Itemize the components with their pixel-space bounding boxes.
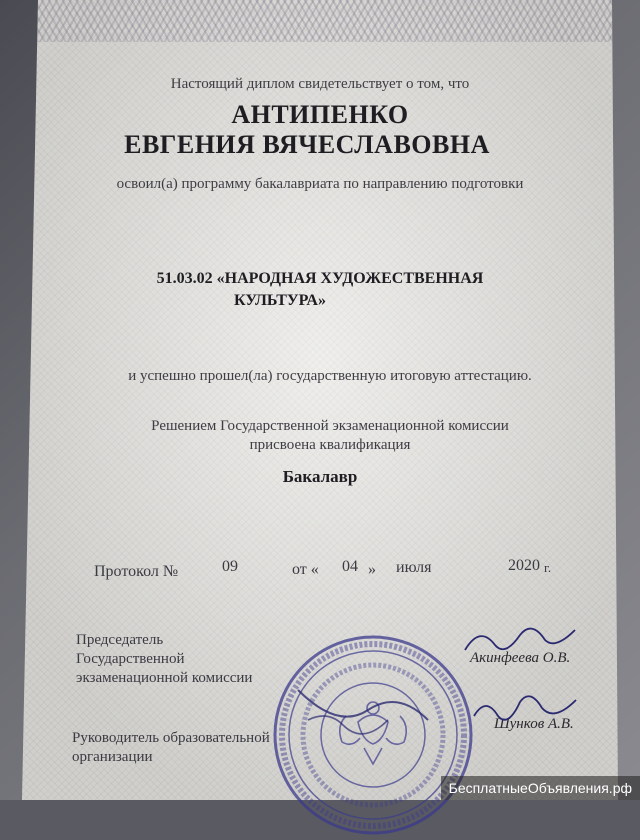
head-signature [470, 690, 580, 726]
protocol-label: Протокол № [94, 563, 179, 580]
intro-text: Настоящий диплом свидетельствует о том, что [170, 76, 470, 92]
chair-label-line1: Председатель [76, 632, 164, 648]
site-watermark: БесплатныеОбъявления.рф [441, 776, 640, 800]
protocol-from-label: от « [292, 561, 319, 578]
protocol-year-suffix: г. [544, 560, 552, 575]
decorative-border [30, 0, 616, 42]
head-label-line2: организации [72, 749, 153, 765]
attestation-text: и успешно прошел(ла) государственную итоговую аттестацию. [128, 368, 532, 384]
surname: АНТИПЕНКО [231, 100, 409, 129]
decision-line1: Решением Государственной экзаменационной комиссии [151, 418, 509, 434]
head-name: Шунков А.В. [494, 716, 574, 732]
program-title-line1: 51.03.02 «НАРОДНАЯ ХУДОЖЕСТВЕННАЯ [156, 270, 484, 287]
protocol-year: 2020 [508, 557, 540, 574]
chair-signature [460, 620, 580, 660]
given-names: ЕВГЕНИЯ ВЯЧЕСЛАВОВНА [124, 130, 490, 159]
qualification: Бакалавр [282, 467, 358, 486]
protocol-month: июля [396, 559, 432, 576]
protocol-day: 04 [342, 558, 358, 575]
chair-label-line2: Государственной [76, 651, 185, 667]
program-intro: освоил(а) программу бакалавриата по направлению подготовки [116, 176, 524, 192]
decision-line2: присвоена квалификация [249, 437, 411, 453]
official-seal [268, 630, 478, 840]
chair-name: Акинфеева О.В. [470, 650, 571, 666]
protocol-number: 09 [222, 558, 238, 575]
chair-label-line3: экзаменационной комиссии [76, 670, 253, 686]
program-title-line2: КУЛЬТУРА» [234, 292, 326, 309]
head-label-line1: Руководитель образовательной [72, 730, 270, 746]
protocol-close-quote: » [368, 561, 376, 578]
